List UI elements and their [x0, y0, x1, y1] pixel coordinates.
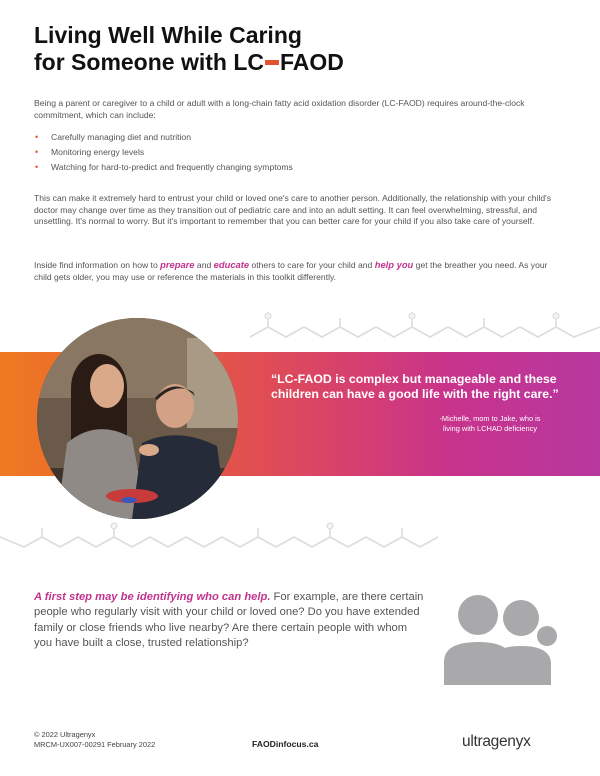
list-item: [34, 162, 564, 174]
title-line-2-start: for Someone with LC: [34, 49, 264, 75]
title-dash-mark: [265, 60, 279, 65]
help-body: For example, are there certain people who regularly visit with your child or loved one? Do you have extended family or close friends who live nearby? Are there certain people with whom you have built a close, trusted relationship?: [34, 591, 424, 649]
photo-illustration: [37, 318, 238, 519]
quote-attribution: [415, 414, 565, 434]
prepare-emphasis: prepare: [160, 259, 195, 270]
list-item-text: Monitoring energy levels: [51, 147, 145, 158]
para3-text: others to care for your child and: [249, 260, 375, 270]
caregiver-photo: [37, 318, 238, 519]
attribution-line-2: living with LCHAD deficiency: [442, 423, 538, 433]
copyright-text: © 2022 Ultragenyx: [34, 730, 96, 739]
bullet-icon: •: [35, 147, 39, 158]
help-you-emphasis: help you: [374, 259, 414, 270]
list-item-text: Carefully managing diet and nutrition: [51, 132, 191, 142]
ultragenyx-logo: ultragenyx: [462, 733, 531, 750]
bullet-icon: •: [35, 162, 39, 173]
body-paragraph-2: This can make it extremely hard to entrust your child or loved one's care to another person. Additionally, the relationship with your child's doctor may change over time as they transition out of pediatric care and into an adult setting. It can feel overwhelming, stressful, and unsettling. It's normal to worry. But it's important to remember that you can better care for your child if you also take care of yourself.: [34, 193, 552, 226]
para3-text: and: [194, 260, 214, 270]
educate-emphasis: educate: [213, 259, 250, 270]
list-item-text: Watching for hard-to-predict and frequently changing symptoms: [51, 162, 293, 173]
para3-text: get the breather you need. As your child gets older, you may use or reference the materials in this toolkit differently.: [34, 260, 548, 282]
document-code: MRCM-UX007-00291 February 2022: [34, 739, 156, 749]
help-lead: A first step may be identifying who can help.: [34, 591, 271, 603]
commitment-list: [34, 132, 564, 177]
footer-legal: [34, 730, 155, 749]
website-link[interactable]: FAODinfocus.ca: [252, 739, 319, 749]
para3-text: Inside find information on how to: [34, 260, 161, 270]
attribution-line-1: -Michelle, mom to Jake, who is: [439, 414, 541, 423]
list-item: [34, 132, 564, 144]
body-paragraph-3: [34, 259, 564, 283]
help-paragraph: [34, 590, 424, 651]
people-icon: [436, 590, 566, 685]
page-title: [34, 22, 554, 76]
title-line-2-end: FAOD: [280, 49, 344, 75]
intro-paragraph: Being a parent or caregiver to a child or adult with a long-chain fatty acid oxidation disorder (LC-FAOD) requires around-the-clock commitment, which can include:: [34, 98, 525, 120]
bullet-icon: •: [35, 132, 39, 142]
pull-quote: “LC-FAOD is complex but manageable and these children can have a good life with the right care.”: [271, 372, 559, 402]
list-item: [34, 147, 564, 159]
title-line-1: Living Well While Caring: [34, 22, 302, 48]
